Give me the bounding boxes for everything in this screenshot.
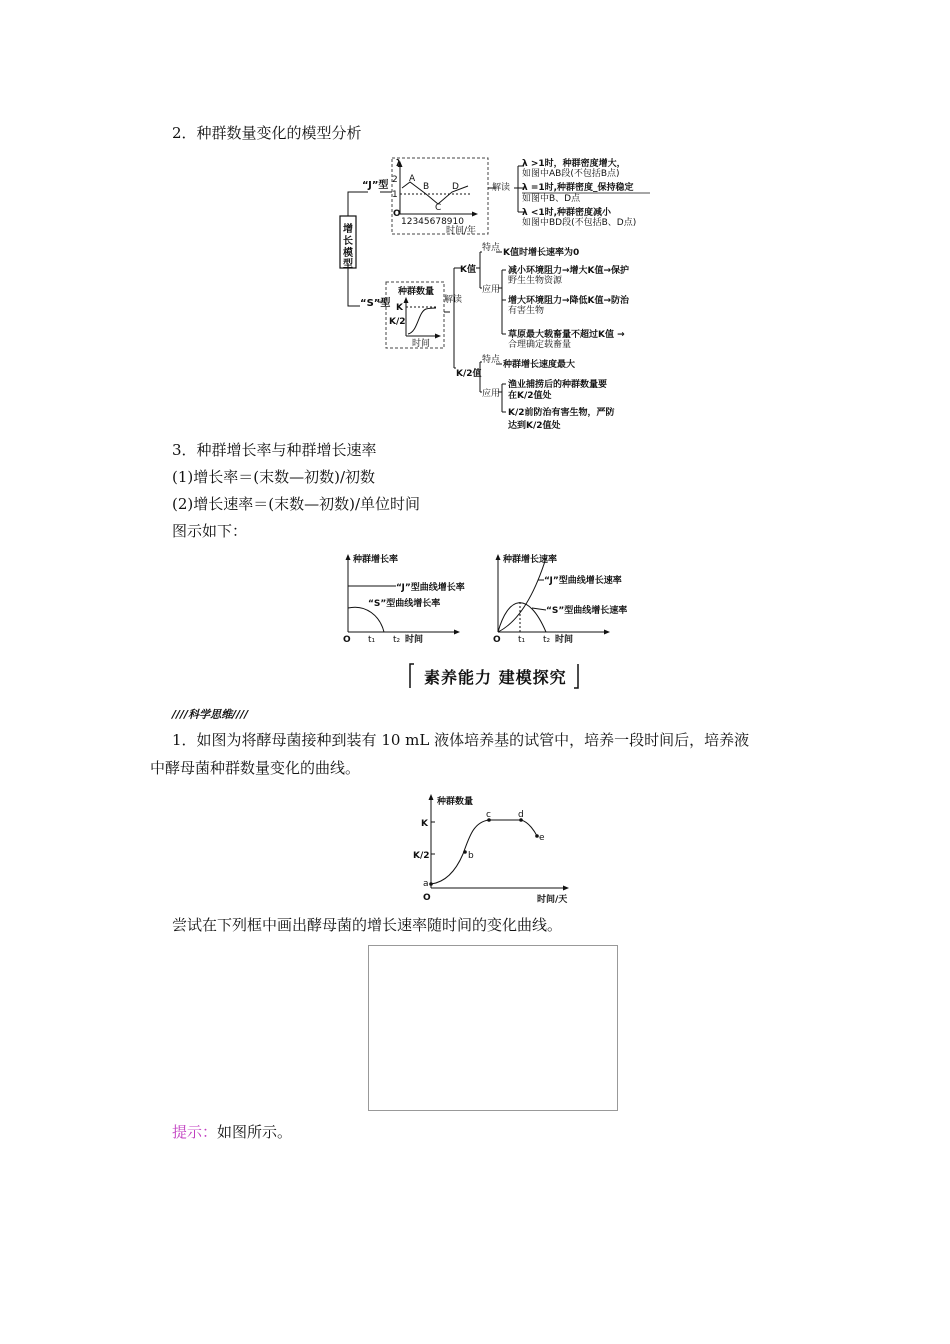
svg-text:种群增长速率: 种群增长速率 <box>503 555 558 565</box>
svg-text:应用: 应用 <box>482 285 501 295</box>
svg-text:t₂: t₂ <box>393 635 401 645</box>
svg-text:O: O <box>493 635 501 645</box>
question-1-prompt: 尝试在下列框中画出酵母菌的增长速率随时间的变化曲线。 <box>172 916 563 934</box>
section-title: 素养能力 建模探究 <box>424 668 567 687</box>
formula-growth-rate: (1)增长率＝(末数—初数)/初数 <box>172 468 376 486</box>
svg-text:“J”型曲线增长速率: “J”型曲线增长速率 <box>544 576 622 586</box>
hatch-right-icon: //// <box>232 708 249 721</box>
s-type-label: “S”型 <box>360 298 391 309</box>
svg-text:应用: 应用 <box>482 389 501 399</box>
svg-text:b: b <box>468 851 474 861</box>
svg-text:时间: 时间 <box>405 635 424 645</box>
svg-text:解读: 解读 <box>444 295 463 305</box>
svg-text:种群数量: 种群数量 <box>437 797 474 807</box>
svg-text:种群增长率: 种群增长率 <box>353 555 399 565</box>
svg-text:B: B <box>423 182 430 192</box>
svg-text:时间/年: 时间/年 <box>446 226 477 236</box>
svg-text:K: K <box>421 819 428 829</box>
svg-text:a: a <box>423 879 429 889</box>
drawing-box[interactable] <box>368 945 618 1111</box>
svg-text:K/2值: K/2值 <box>456 369 482 379</box>
hatch-left-icon: //// <box>172 708 189 721</box>
j-read-label: 解读 <box>492 183 511 193</box>
svg-text:D: D <box>452 182 459 192</box>
svg-text:合理确定载畜量: 合理确定载畜量 <box>508 340 572 350</box>
svg-text:t₁: t₁ <box>368 635 376 645</box>
svg-text:t₁: t₁ <box>518 635 526 645</box>
svg-text:K值: K值 <box>460 265 476 275</box>
svg-text:时间: 时间 <box>555 635 574 645</box>
yeast-population-chart <box>405 788 580 908</box>
svg-text:1: 1 <box>392 190 398 200</box>
question-1-line-1: 1．如图为将酵母菌接种到装有 10 mL 液体培养基的试管中，培养一段时间后，培养液 <box>172 731 750 749</box>
svg-text:时间: 时间 <box>412 339 431 349</box>
svg-text:草原最大载畜量不超过K值 →: 草原最大载畜量不超过K值 → <box>508 330 625 340</box>
hint-text: 如图所示。 <box>217 1123 293 1141</box>
science-thinking-label: ////科学思维//// <box>172 708 249 721</box>
svg-text:d: d <box>518 810 524 820</box>
svg-text:t₂: t₂ <box>543 635 551 645</box>
growth-speed-chart <box>488 550 648 648</box>
question-1-line-2: 中酵母菌种群数量变化的曲线。 <box>150 759 361 777</box>
svg-text:K/2前防治有害生物，严防: K/2前防治有害生物，严防 <box>508 408 615 418</box>
svg-text:e: e <box>539 833 545 843</box>
svg-text:O: O <box>393 209 401 219</box>
svg-text:K/2: K/2 <box>413 851 430 861</box>
section-3-title: 3．种群增长率与种群增长速率 <box>172 441 377 459</box>
svg-text:在K/2值处: 在K/2值处 <box>508 391 552 401</box>
svg-text:达到K/2值处: 达到K/2值处 <box>508 421 561 431</box>
svg-text:“J”型曲线增长率: “J”型曲线增长率 <box>396 583 465 593</box>
svg-text:特点: 特点 <box>482 243 501 253</box>
svg-text:A: A <box>409 174 416 184</box>
svg-text:2: 2 <box>392 175 398 185</box>
svg-text:12345678910: 12345678910 <box>401 217 464 227</box>
svg-text:K/2: K/2 <box>389 317 406 327</box>
svg-text:种群增长速度最大: 种群增长速度最大 <box>503 360 576 370</box>
svg-text:增大环境阻力→降低K值→防治: 增大环境阻力→降低K值→防治 <box>508 296 630 306</box>
svg-text:特点: 特点 <box>482 355 501 365</box>
svg-text:模: 模 <box>343 248 353 259</box>
hint-line <box>172 1122 292 1142</box>
growth-rate-chart <box>338 550 478 648</box>
svg-text:c: c <box>486 810 491 820</box>
svg-text:如图中B、D点: 如图中B、D点 <box>522 194 581 204</box>
svg-text:型: 型 <box>343 259 353 270</box>
svg-text:“S”型曲线增长速率: “S”型曲线增长速率 <box>546 606 628 616</box>
svg-text:“S”型曲线增长率: “S”型曲线增长率 <box>368 599 441 609</box>
root-label-1: 增 <box>343 224 353 235</box>
svg-text:时间/天: 时间/天 <box>537 895 568 905</box>
svg-text:O: O <box>423 893 431 903</box>
svg-text:如图中AB段(不包括B点): 如图中AB段(不包括B点) <box>522 169 620 179</box>
formula-growth-speed: (2)增长速率＝(末数—初数)/单位时间 <box>172 495 421 513</box>
svg-text:O: O <box>343 635 351 645</box>
svg-text:有害生物: 有害生物 <box>508 306 545 316</box>
svg-text:野生生物资源: 野生生物资源 <box>508 276 563 286</box>
growth-model-concept-map <box>330 152 660 437</box>
j-type-label: “J”型 <box>362 180 389 191</box>
svg-text:减小环境阻力→增大K值→保护: 减小环境阻力→增大K值→保护 <box>508 266 630 276</box>
shown-below-text: 图示如下： <box>172 522 248 540</box>
section-2-title: 2．种群数量变化的模型分析 <box>172 124 362 142</box>
svg-text:长: 长 <box>343 236 353 247</box>
j-y-axis-label: λ <box>396 159 402 169</box>
svg-text:K值时增长速率为0: K值时增长速率为0 <box>503 248 580 258</box>
svg-text:如图中BD段(不包括B、D点): 如图中BD段(不包括B、D点) <box>522 218 637 228</box>
svg-text:λ =1时,种群密度_保持稳定: λ =1时,种群密度_保持稳定 <box>522 183 634 193</box>
hint-label: 提示： <box>172 1123 218 1141</box>
svg-text:λ <1时,种群密度减小: λ <1时,种群密度减小 <box>522 208 612 218</box>
svg-text:种群数量: 种群数量 <box>398 287 435 297</box>
svg-text:λ >1时，种群密度增大，: λ >1时，种群密度增大， <box>522 159 626 169</box>
svg-text:渔业捕捞后的种群数量要: 渔业捕捞后的种群数量要 <box>508 380 608 390</box>
svg-text:K: K <box>396 303 403 313</box>
svg-text:C: C <box>435 203 442 213</box>
